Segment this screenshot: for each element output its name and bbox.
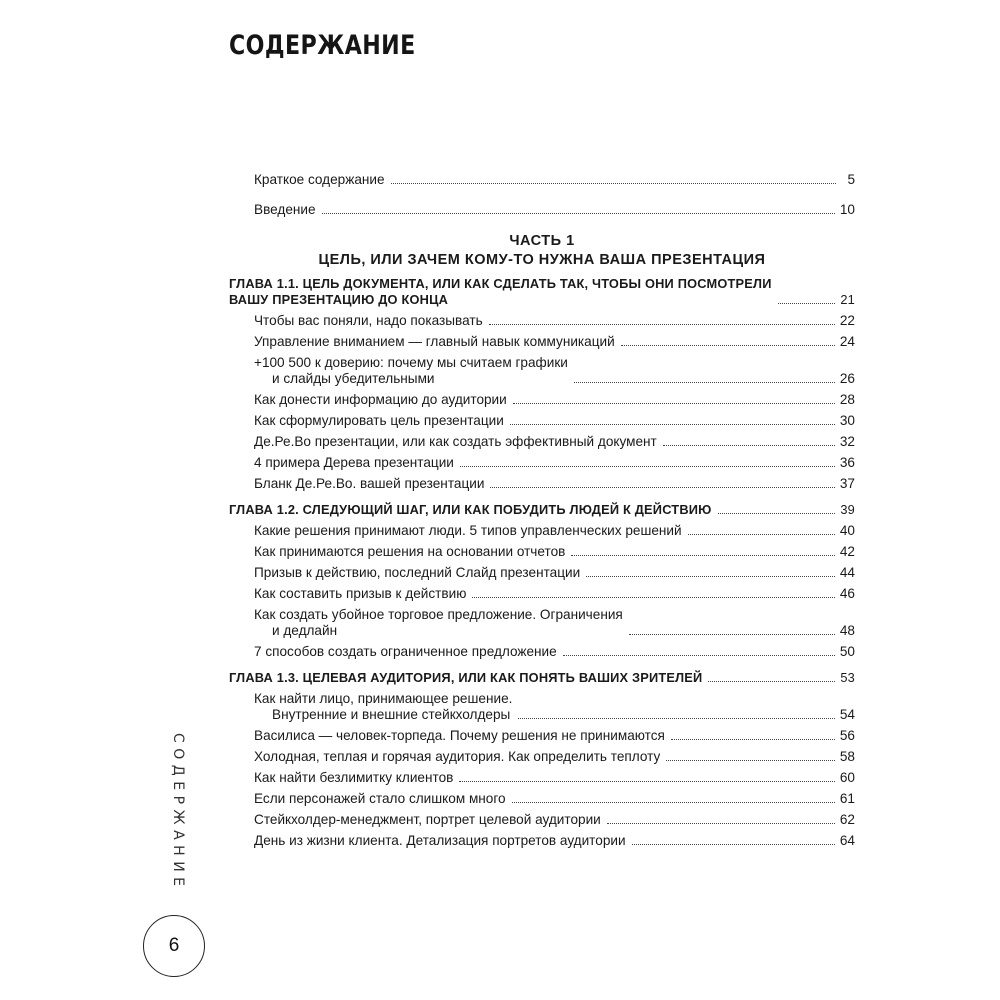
toc-entry[interactable] <box>229 455 855 471</box>
toc-entry-text: 4 примера Дерева презентации <box>254 455 454 470</box>
toc-entry-summary[interactable] <box>229 172 855 188</box>
dot-leader <box>512 802 835 803</box>
toc-entry-page: 28 <box>839 392 855 407</box>
toc-entry-page: 32 <box>839 434 855 449</box>
dot-leader <box>563 655 835 656</box>
part-title: ЦЕЛЬ, ИЛИ ЗАЧЕМ КОМУ-ТО НУЖНА ВАША ПРЕЗЕНТАЦИЯ <box>318 252 766 268</box>
toc-entry-page: 40 <box>839 523 855 538</box>
toc-entry-text: Де.Ре.Во презентации, или как создать эффективный документ <box>254 434 657 449</box>
toc-entry[interactable] <box>229 313 855 329</box>
toc-entry[interactable] <box>229 770 855 786</box>
toc-entry-text: Призыв к действию, последний Слайд презентации <box>254 565 581 580</box>
toc-entry[interactable] <box>229 644 855 660</box>
dot-leader <box>518 718 834 719</box>
toc-entry-page: 56 <box>839 728 855 743</box>
toc-entry[interactable] <box>229 565 855 581</box>
dot-leader <box>472 597 834 598</box>
toc-entry-page: 62 <box>839 812 855 827</box>
chapter-title: ГЛАВА 1.1. ЦЕЛЬ ДОКУМЕНТА, ИЛИ КАК СДЕЛАТЬ ТАК, ЧТОБЫ ОНИ ПОСМОТРЕЛИ ВАШУ ПРЕЗЕНТАЦИЮ ДО КОНЦА <box>229 276 772 307</box>
toc-entry-text: Как найти лицо, принимающее решение. Внутренние и внешние стейкхолдеры <box>254 691 513 722</box>
toc-entry-page: 50 <box>839 644 855 659</box>
toc-entry-text: Василиса — человек-торпеда. Почему решения не принимаются <box>254 728 665 743</box>
table-of-contents <box>229 172 855 854</box>
dot-leader <box>778 303 836 304</box>
toc-entry-intro[interactable] <box>229 202 855 218</box>
dot-leader <box>621 345 835 346</box>
dot-leader <box>718 513 836 514</box>
toc-entry-page: 10 <box>839 202 855 217</box>
toc-entry-text: Как создать убойное торговое предложение. Ограничения и дедлайн <box>254 607 623 638</box>
chapter-title: ГЛАВА 1.2. СЛЕДУЮЩИЙ ШАГ, ИЛИ КАК ПОБУДИТЬ ЛЮДЕЙ К ДЕЙСТВИЮ <box>229 502 712 517</box>
toc-entry-text: Чтобы вас поняли, надо показывать <box>254 313 483 328</box>
toc-entry-text: Стейкхолдер-менеджмент, портрет целевой аудитории <box>254 812 601 827</box>
dot-leader <box>586 576 835 577</box>
toc-entry-page: 54 <box>839 707 855 722</box>
toc-entry[interactable] <box>229 812 855 828</box>
dot-leader <box>513 403 835 404</box>
toc-entry-text: Краткое содержание <box>254 172 385 187</box>
toc-entry-page: 22 <box>839 313 855 328</box>
toc-entry[interactable] <box>229 434 855 450</box>
toc-entry-page: 36 <box>839 455 855 470</box>
dot-leader <box>391 183 836 184</box>
toc-entry-page: 30 <box>839 413 855 428</box>
toc-entry-text: Если персонажей стало слишком много <box>254 791 506 806</box>
toc-entry-page: 44 <box>839 565 855 580</box>
dot-leader <box>574 382 835 383</box>
toc-entry-text: Холодная, теплая и горячая аудитория. Как определить теплоту <box>254 749 661 764</box>
toc-entry-page: 53 <box>840 670 855 685</box>
part-heading <box>229 232 855 270</box>
toc-entry-text: Введение <box>254 202 316 217</box>
part-label: ЧАСТЬ 1 <box>509 233 575 249</box>
toc-entry[interactable] <box>229 728 855 744</box>
toc-entry[interactable] <box>229 691 855 723</box>
toc-entry[interactable] <box>229 334 855 350</box>
dot-leader <box>460 466 835 467</box>
toc-entry-page: 46 <box>839 586 855 601</box>
toc-entry-page: 61 <box>839 791 855 806</box>
dot-leader <box>607 823 835 824</box>
dot-leader <box>663 445 835 446</box>
toc-entry[interactable] <box>229 586 855 602</box>
toc-entry-text: 7 способов создать ограниченное предложение <box>254 644 557 659</box>
toc-entry-text: Как найти безлимитку клиентов <box>254 770 454 785</box>
toc-entry[interactable] <box>229 607 855 639</box>
toc-entry-page: 58 <box>839 749 855 764</box>
dot-leader <box>632 844 835 845</box>
toc-entry-page: 37 <box>839 476 855 491</box>
toc-entry-text: Как донести информацию до аудитории <box>254 392 507 407</box>
toc-entry-text: Бланк Де.Ре.Во. вашей презентации <box>254 476 485 491</box>
toc-entry[interactable] <box>229 355 855 387</box>
chapter-title: ГЛАВА 1.3. ЦЕЛЕВАЯ АУДИТОРИЯ, ИЛИ КАК ПОНЯТЬ ВАШИХ ЗРИТЕЛЕЙ <box>229 670 703 685</box>
dot-leader <box>459 781 835 782</box>
dot-leader <box>571 555 835 556</box>
chapter-heading[interactable] <box>229 670 855 686</box>
dot-leader <box>322 213 835 214</box>
toc-entry-text: Как принимаются решения на основании отчетов <box>254 544 566 559</box>
page-title: СОДЕРЖАНИЕ <box>229 30 416 61</box>
toc-entry-text: День из жизни клиента. Детализация портретов аудитории <box>254 833 626 848</box>
toc-entry[interactable] <box>229 749 855 765</box>
toc-entry[interactable] <box>229 392 855 408</box>
toc-entry-text: Как составить призыв к действию <box>254 586 467 601</box>
toc-entry-text: Как сформулировать цель презентации <box>254 413 504 428</box>
dot-leader <box>510 424 835 425</box>
toc-entry-page: 26 <box>839 371 855 386</box>
chapter-heading[interactable] <box>229 502 855 518</box>
toc-entry-page: 21 <box>840 292 855 307</box>
side-running-head: СОДЕРЖАНИЕ <box>170 733 186 892</box>
dot-leader <box>688 534 835 535</box>
toc-entry-page: 60 <box>839 770 855 785</box>
toc-entry[interactable] <box>229 791 855 807</box>
toc-entry[interactable] <box>229 544 855 560</box>
toc-entry-page: 64 <box>839 833 855 848</box>
dot-leader <box>629 634 835 635</box>
chapter-heading[interactable] <box>229 276 855 308</box>
dot-leader <box>666 760 835 761</box>
toc-entry-page: 48 <box>839 623 855 638</box>
dot-leader <box>671 739 835 740</box>
toc-entry[interactable] <box>229 523 855 539</box>
toc-entry-page: 39 <box>840 502 855 517</box>
dot-leader <box>490 487 834 488</box>
toc-entry[interactable] <box>229 413 855 429</box>
toc-entry-text: Управление вниманием — главный навык коммуникаций <box>254 334 615 349</box>
toc-entry-page: 5 <box>847 172 855 187</box>
toc-entry[interactable] <box>229 833 855 849</box>
toc-entry-text: Какие решения принимают люди. 5 типов управленческих решений <box>254 523 682 538</box>
page-number-badge: 6 <box>143 915 205 977</box>
dot-leader <box>708 681 835 682</box>
toc-entry-page: 42 <box>839 544 855 559</box>
toc-entry-page: 24 <box>839 334 855 349</box>
toc-entry-text: +100 500 к доверию: почему мы считаем графики и слайды убедительными <box>254 355 568 386</box>
toc-entry[interactable] <box>229 476 855 492</box>
dot-leader <box>489 324 835 325</box>
